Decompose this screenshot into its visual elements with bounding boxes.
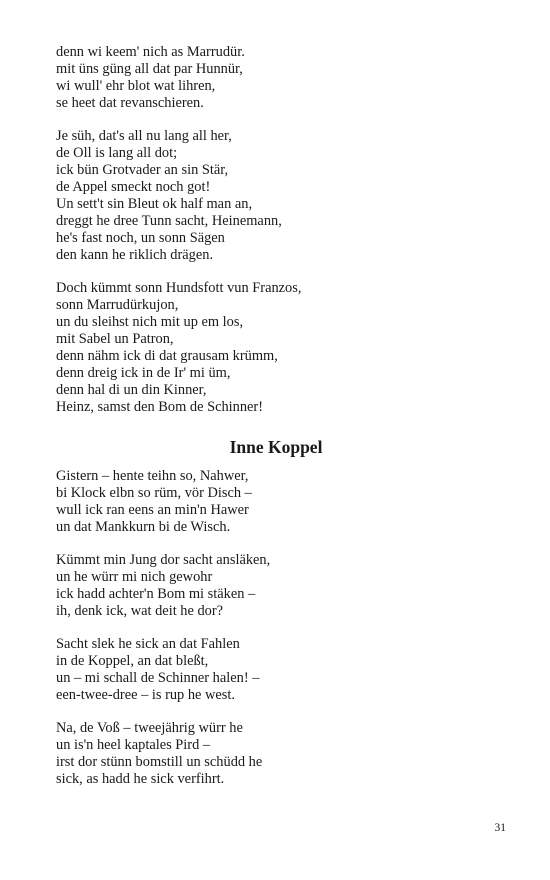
verse-line: de Appel smeckt noch got! [56,179,211,195]
poem-section-2 [56,468,496,788]
verse-line: denn nähm ick di dat grausam krümm, [56,348,278,364]
verse-line: Un sett't sin Bleut ok half man an, [56,196,253,212]
verse-line: ick hadd achter'n Bom mi stäken – [56,586,256,602]
verse-line: un – mi schall de Schinner halen! – [56,670,260,686]
verse-line: un dat Mankkurn bi de Wisch. [56,519,231,535]
verse-line: de Oll is lang all dot; [56,145,178,161]
verse-line: sonn Marrudürkujon, [56,297,179,313]
verse-line: Gistern – hente teihn so, Nahwer, [56,468,249,484]
verse-line: un is'n heel kaptales Pird – [56,737,211,753]
verse-line: mit Sabel un Patron, [56,331,174,347]
verse-line: Kümmt min Jung dor sacht ansläken, [56,552,271,568]
verse-line: irst dor stünn bomstill un schüdd he [56,754,263,770]
verse-line: Heinz, samst den Bom de Schinner! [56,399,264,415]
stanza [56,720,496,788]
poem-section-1 [56,44,496,416]
verse-line: denn wi keem' nich as Marrudür. [56,44,245,60]
verse-line: he's fast noch, un sonn Sägen [56,230,225,246]
verse-line: denn hal di un din Kinner, [56,382,207,398]
verse-line: dreggt he dree Tunn sacht, Heinemann, [56,213,282,229]
stanza [56,468,496,536]
verse-line: Sacht slek he sick an dat Fahlen [56,636,240,652]
page-number: 31 [494,822,506,834]
verse-line: Je süh, dat's all nu lang all her, [56,128,232,144]
verse-line: un du sleihst nich mit up em los, [56,314,244,330]
verse-line: un he würr mi nich gewohr [56,569,213,585]
poem-title: Inne Koppel [229,437,323,457]
verse-line: sick, as hadd he sick verfihrt. [56,771,225,787]
verse-line: ick bün Grotvader an sin Stär, [56,162,229,178]
stanza [56,552,496,620]
verse-line: denn dreig ick in de Ir' mi üm, [56,365,231,381]
stanza [56,636,496,704]
verse-line: bi Klock elbn so rüm, vör Disch – [56,485,252,501]
verse-line: een-twee-dree – is rup he west. [56,687,236,703]
verse-line: Doch kümmt sonn Hundsfott vun Franzos, [56,280,302,296]
verse-line: in de Koppel, an dat bleßt, [56,653,209,669]
verse-line: Na, de Voß – tweejährig würr he [56,720,243,736]
verse-line: mit üns güng all dat par Hunnür, [56,61,243,77]
verse-line: wull ick ran eens an min'n Hawer [56,502,249,518]
verse-line: ih, denk ick, wat deit he dor? [56,603,224,619]
verse-line: den kann he riklich drägen. [56,247,214,263]
stanza [56,280,496,416]
stanza [56,44,496,112]
stanza [56,128,496,264]
page-content [56,44,496,804]
verse-line: se heet dat revanschieren. [56,95,204,111]
verse-line: wi wull' ehr blot wat lihren, [56,78,216,94]
